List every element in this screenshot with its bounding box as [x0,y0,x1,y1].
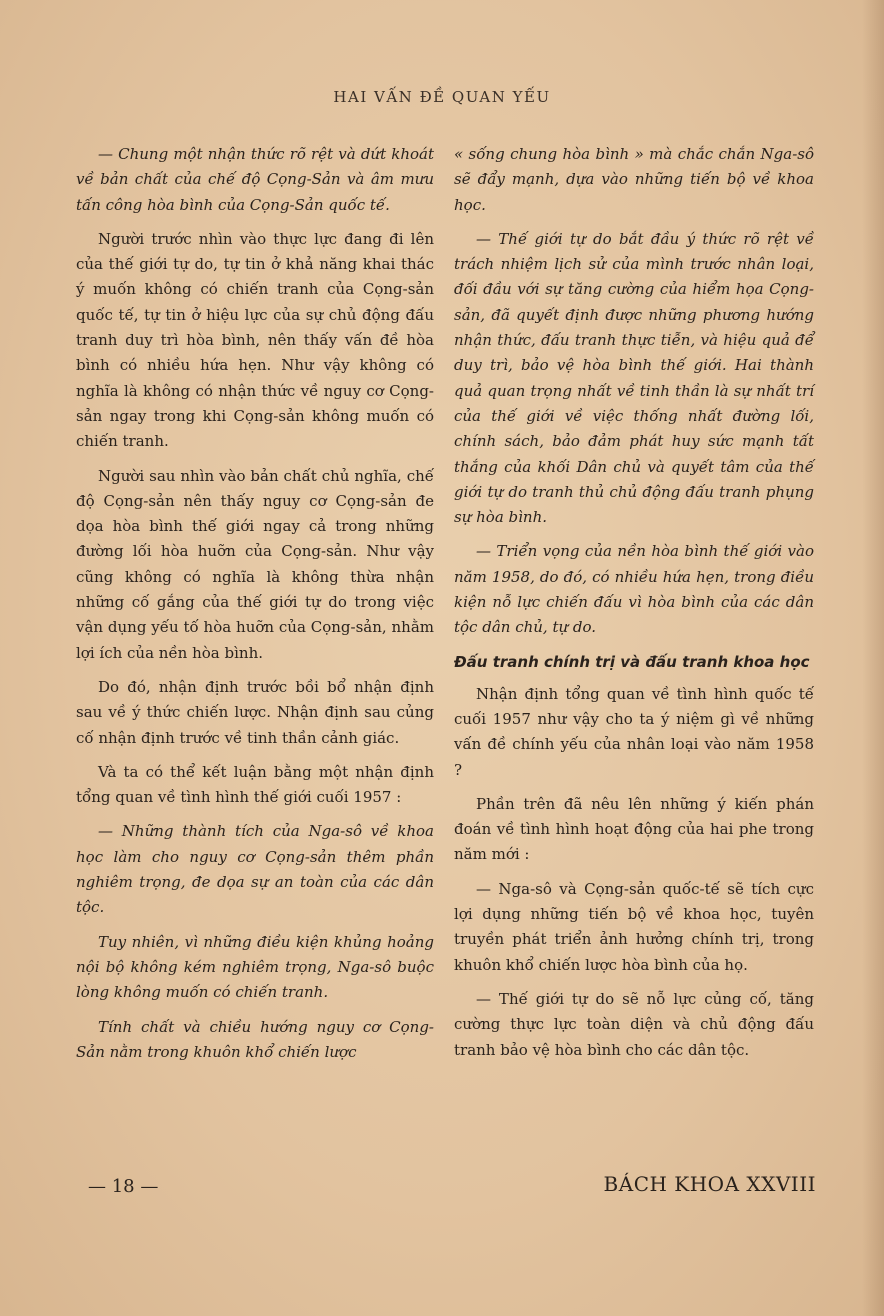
paragraph: — Nga-sô và Cọng-sản quốc-tế sẽ tích cực lợi dụng những tiến bộ về khoa học, tuyên truyền phát triển ảnh hưởng chính trị, trong khuôn khổ chiến lược hòa bình của họ. [454,879,814,974]
journal-name: BÁCH KHOA XXVIII [603,1172,816,1196]
paragraph: — Chung một nhận thức rõ rệt và dứt khoát về bản chất của chế độ Cọng-Sản và âm mưu tấn công hòa bình của Cọng-Sản quốc tế. [76,145,434,214]
paragraph: Người sau nhìn vào bản chất chủ nghĩa, chế độ Cọng-sản nên thấy nguy cơ Cọng-sản đe dọa hòa bình thế giới ngay cả trong những đường lối hòa huỡn của Cọng-sản. Như vậy cũng không có nghĩa là không thừa nhận những cố gắng của thế giới tự do trong việc vận dụng yếu tố hòa huỡn của Cọng-sản, nhằm lợi ích của nền hòa bình. [76,466,434,662]
right-column [454,142,814,1072]
page-number: — 18 — [88,1176,159,1197]
section-heading: Đấu tranh chính trị và đấu tranh khoa học [454,652,810,671]
paragraph: Người trước nhìn vào thực lực đang đi lên của thế giới tự do, tự tin ở khả năng khai thác ý muốn không có chiến tranh của Cọng-sản quốc tế, tự tin ở hiệu lực của sự chủ động đấu tranh duy trì hòa bình, nên thấy vấn đề hòa bình có nhiều hứa hẹn. Như vậy không có nghĩa là không có nhận thức về nguy cơ Cọng-sản ngay trong khi Cọng-sản không muốn có chiến tranh. [76,229,434,451]
running-head: HAI VẤN ĐỀ QUAN YẾU [333,88,551,106]
paragraph: Tuy nhiên, vì những điều kiện khủng hoảng nội bộ không kém nghiêm trọng, Nga-sô buộc lòng không muốn có chiến tranh. [76,932,434,1002]
paragraph: — Triển vọng của nền hòa bình thế giới vào năm 1958, do đó, có nhiều hứa hẹn, trong điều kiện nỗ lực chiến đấu vì hòa bình của các dân tộc dân chủ, tự do. [454,542,814,637]
paragraph: Tính chất và chiều hướng nguy cơ Cọng-Sản nằm trong khuôn khổ chiến lược [76,1017,434,1061]
paragraph: — Thế giới tự do sẽ nỗ lực củng cố, tăng cường thực lực toàn diện và chủ động đấu tranh bảo vệ hòa bình cho các dân tộc. [454,989,814,1059]
left-column [76,142,434,1074]
paragraph: Phần trên đã nêu lên những ý kiến phán đoán về tình hình hoạt động của hai phe trong năm mới : [454,794,814,864]
paragraph: Nhận định tổng quan về tình hình quốc tế cuối 1957 như vậy cho ta ý niệm gì về những vấn đề chính yếu của nhân loại vào năm 1958 ? [454,684,814,779]
paragraph: Và ta có thể kết luận bằng một nhận định tổng quan về tình hình thế giới cuối 1957 : [76,762,434,807]
paragraph: « sống chung hòa bình » mà chắc chắn Nga-sô sẽ đẩy mạnh, dựa vào những tiến bộ về khoa học. [454,145,814,214]
paragraph: — Những thành tích của Nga-sô về khoa học làm cho nguy cơ Cọng-sản thêm phần nghiêm trọng, đe dọa sự an toàn của các dân tộc. [76,822,434,917]
paragraph: — Thế giới tự do bắt đầu ý thức rõ rệt về trách nhiệm lịch sử của mình trước nhân loại, đối đầu với sự tăng cường của hiểm họa Cọng-sản, đã quyết định được những phương hướng nhận thức, đấu tranh thực tiễn, và hiệu quả để duy trì, bảo vệ hòa bình thế giới. Hai thành quả quan trọng nhất về tinh thần là sự nhất trí của thế giới về việc thống nhất đường lối, chính sách, bảo đảm phát huy sức mạnh tất thắng của khối Dân chủ và quyết tâm của thế giới tự do tranh thủ chủ động đấu tranh phụng sự hòa bình. [454,229,814,527]
paragraph: Do đó, nhận định trước bồi bổ nhận định sau về ý thức chiến lược. Nhận định sau củng cố nhận định trước về tinh thần cảnh giác. [76,677,434,747]
